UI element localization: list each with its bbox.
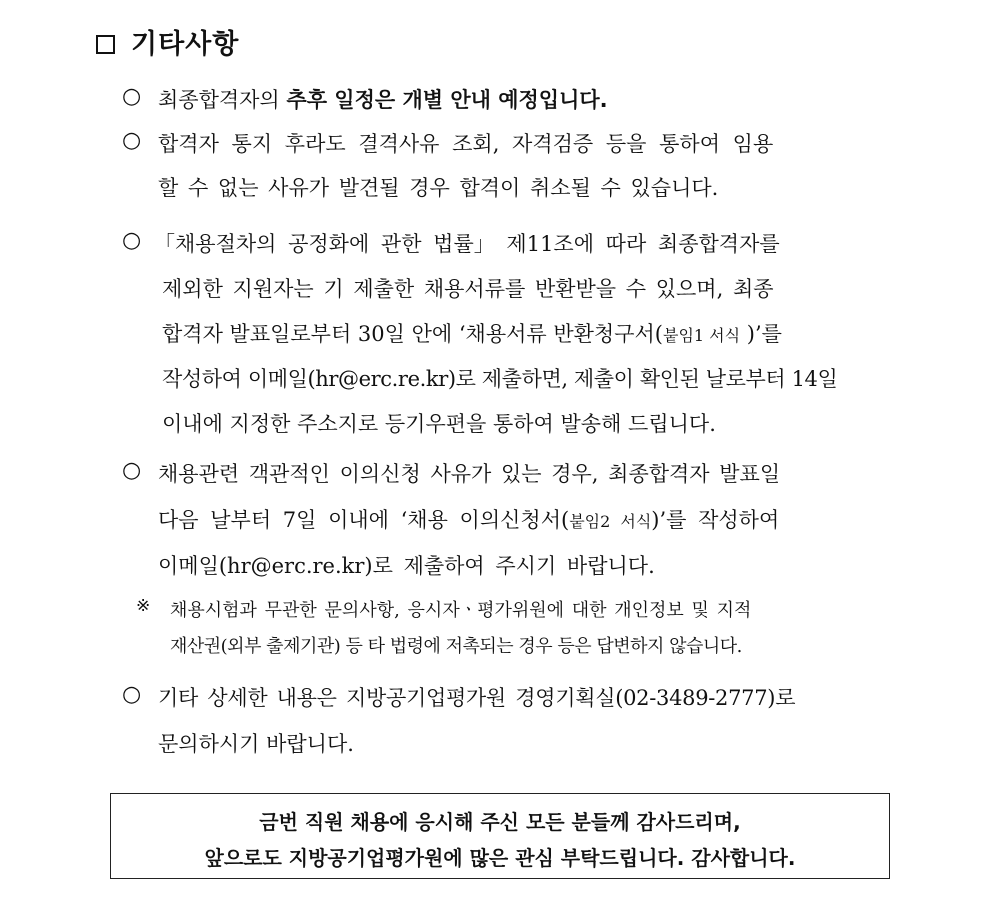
item-text: 이내에 지정한 주소지로 등기우편을 통하여 발송해 드립니다.: [162, 412, 716, 436]
item-text: 이메일(hr@erc.re.kr)로 제출하여 주시기 바랍니다.: [158, 554, 655, 578]
closing-message-box: [110, 793, 890, 879]
item-text: 합격자 통지 후라도 결격사유 조회, 자격검증 등을 통하여 임용: [158, 132, 774, 156]
item-text: 작성하여 이메일(hr@erc.re.kr)로 제출하면, 제출이 확인된 날로부터 14일: [162, 367, 838, 391]
item-emphasis: 추후 일정은 개별 안내 예정입니다.: [286, 88, 608, 112]
item-text: 기타 상세한 내용은 지방공기업평가원 경영기획실(02-3489-2777)로: [158, 686, 796, 710]
item-text: 제외한 지원자는 기 제출한 채용서류를 반환받을 수 있으며, 최종: [162, 277, 774, 301]
section-title: [96, 22, 239, 61]
item-text: 최종합격자의 추후 일정은 개별 안내 예정입니다.: [158, 88, 608, 112]
note-text: 채용시험과 무관한 문의사항, 응시자ㆍ평가위원에 대한 개인정보 및 지적: [170, 600, 752, 621]
note-text: 재산권(외부 출제기관) 등 타 법령에 저촉되는 경우 등은 답변하지 않습니다.: [170, 636, 742, 657]
item-text: 할 수 없는 사유가 발견될 경우 합격이 취소될 수 있습니다.: [158, 176, 719, 200]
closing-line: 앞으로도 지방공기업평가원에 많은 관심 부탁드립니다. 감사합니다.: [204, 846, 796, 870]
item-text: 문의하시기 바랍니다.: [158, 732, 354, 756]
checkbox-square-icon: [96, 35, 115, 54]
item-text: 「채용절차의 공정화에 관한 법률」 제11조에 따라 최종합격자를: [154, 232, 780, 256]
circle-bullet-icon: ○: [122, 84, 142, 109]
circle-bullet-icon: ○: [122, 228, 142, 253]
circle-bullet-icon: ○: [122, 458, 142, 483]
item-text: 채용관련 객관적인 이의신청 사유가 있는 경우, 최종합격자 발표일: [158, 462, 781, 486]
section-title-text: 기타사항: [131, 29, 240, 60]
circle-bullet-icon: ○: [122, 682, 142, 707]
reference-mark-icon: ※: [136, 596, 151, 616]
item-text: 합격자 발표일로부터 30일 안에 ‘채용서류 반환청구서(붙임1 서식 )’를: [162, 322, 782, 346]
closing-line: 금번 직원 채용에 응시해 주신 모든 분들께 감사드리며,: [259, 810, 741, 834]
circle-bullet-icon: ○: [122, 128, 142, 153]
item-text: 다음 날부터 7일 이내에 ‘채용 이의신청서(붙임2 서식)’를 작성하여: [158, 508, 780, 532]
